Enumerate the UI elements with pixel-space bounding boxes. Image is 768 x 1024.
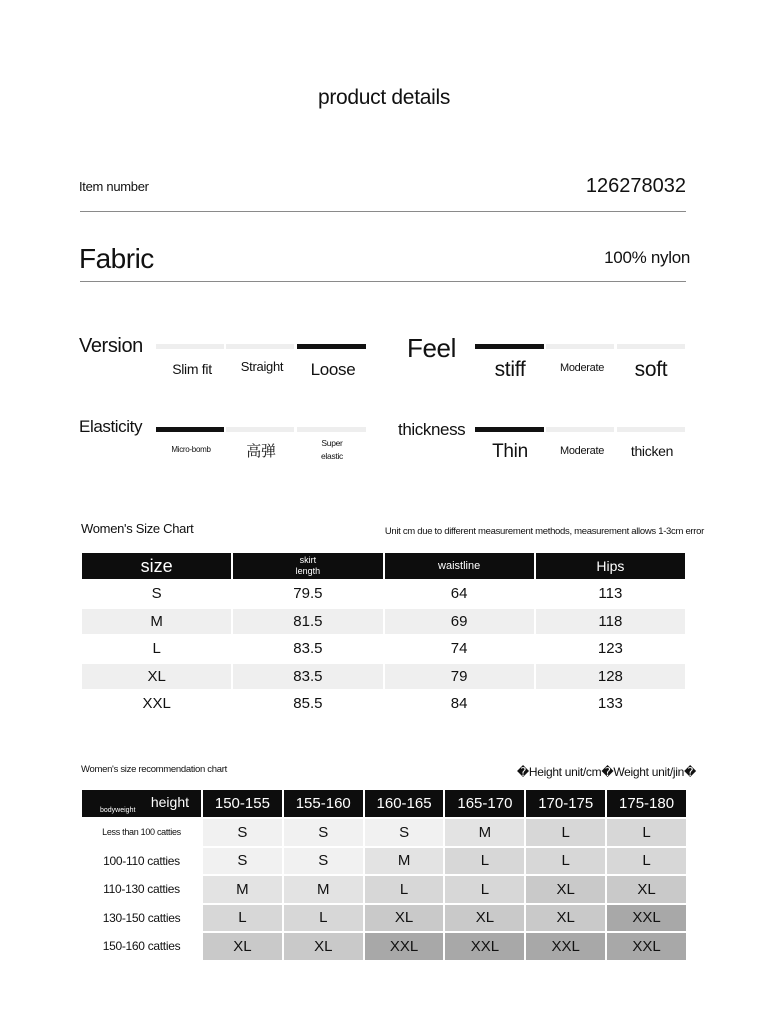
- size-recommendation-cell: XL: [365, 905, 444, 932]
- size-recommendation-cell: M: [203, 876, 282, 903]
- version-label: Version: [79, 335, 143, 357]
- fabric-value: 100% nylon: [604, 248, 690, 267]
- thickness-segment-thin: [475, 427, 544, 432]
- size-chart-title: Women's Size Chart: [81, 521, 194, 536]
- size-row-m: [82, 609, 685, 635]
- height-header: 170-175: [526, 790, 605, 817]
- divider: [80, 281, 686, 282]
- size-row-xl: [82, 664, 685, 690]
- skirt-length-cell: 85.5: [293, 695, 323, 713]
- size-recommendation-cell: XL: [526, 876, 605, 903]
- weight-label: 100-110 catties: [82, 848, 201, 875]
- skirt-length-cell: 83.5: [293, 640, 323, 658]
- size-recommendation-cell: XXL: [365, 933, 444, 960]
- feel-label: Feel: [407, 333, 456, 363]
- size-header: size: [82, 553, 231, 579]
- weight-label: Less than 100 catties: [82, 819, 201, 846]
- size-cell: S: [151, 585, 162, 603]
- hips-cell: 113: [598, 585, 623, 603]
- thickness-option-moderate: Moderate: [559, 445, 605, 457]
- weight-row: [82, 876, 686, 903]
- fabric-label: Fabric: [79, 243, 154, 274]
- thickness-option-thin: Thin: [492, 441, 528, 462]
- size-recommendation-cell: L: [526, 819, 605, 846]
- version-segment-slim: [156, 344, 224, 349]
- skirt-length-cell: 83.5: [233, 664, 382, 690]
- thickness-option-thicken: thicken: [630, 443, 674, 459]
- version-segment-loose: [297, 344, 366, 349]
- weight-row: [82, 819, 686, 846]
- size-recommendation-cell: S: [203, 848, 282, 875]
- size-chart-table: [80, 551, 687, 719]
- size-row-l: [82, 636, 685, 662]
- feel-segment-moderate: [546, 344, 614, 349]
- waistline-cell: 74: [450, 640, 468, 658]
- size-recommendation-cell: XL: [607, 876, 686, 903]
- size-recommendation-cell: XL: [284, 933, 363, 960]
- height-label: height: [150, 794, 189, 810]
- thickness-segment-moderate: [546, 427, 614, 432]
- elasticity-option-micro-bomb: Micro-bomb: [171, 445, 211, 454]
- size-recommendation-cell: L: [445, 876, 524, 903]
- feel-segment-soft: [617, 344, 685, 349]
- size-recommendation-cell: S: [203, 819, 282, 846]
- size-cell: XL: [82, 664, 231, 690]
- waistline-cell: 64: [450, 585, 468, 603]
- version-option-slim-fit: Slim fit: [172, 361, 212, 377]
- thickness-segment-thicken: [617, 427, 685, 432]
- hips-cell: 123: [597, 640, 623, 658]
- size-recommendation-cell: L: [607, 848, 686, 875]
- elasticity-label: Elasticity: [79, 417, 143, 436]
- size-recommendation-cell: S: [365, 819, 444, 846]
- size-chart-header-row: [82, 553, 685, 579]
- version-option-straight: Straight: [240, 359, 284, 374]
- size-recommendation-cell: XXL: [445, 933, 524, 960]
- elasticity-option-high: 高弹: [246, 443, 276, 460]
- size-recommendation-cell: L: [445, 848, 524, 875]
- size-recommendation-cell: XL: [526, 905, 605, 932]
- waistline-cell: 69: [385, 609, 534, 635]
- item-number-value: 126278032: [585, 175, 686, 197]
- elasticity-option-super: Super: [321, 438, 343, 448]
- corner-header: [82, 790, 201, 817]
- version-segment-straight: [226, 344, 294, 349]
- item-number-label: Item number: [79, 179, 149, 194]
- elasticity-segment-super: [297, 427, 366, 432]
- skirt-length-cell: 81.5: [233, 609, 382, 635]
- size-recommendation-cell: XL: [203, 933, 282, 960]
- bodyweight-label: bodyweight: [100, 807, 136, 814]
- skirt-header-line-1: skirt: [299, 555, 317, 565]
- weight-row: [82, 933, 686, 960]
- divider: [80, 211, 686, 212]
- waistline-cell: 84: [450, 695, 468, 713]
- hips-cell: 133: [597, 695, 623, 713]
- feel-option-stiff: stiff: [494, 358, 526, 381]
- skirt-header-line-2: length: [295, 566, 321, 576]
- height-header: 155-160: [284, 790, 363, 817]
- waistline-cell: 79: [385, 664, 534, 690]
- size-recommendation-cell: L: [203, 905, 282, 932]
- size-cell: XXL: [142, 695, 171, 713]
- hips-cell: 128: [536, 664, 685, 690]
- elasticity-option-elastic: elastic: [321, 451, 343, 461]
- size-cell: M: [82, 609, 231, 635]
- height-header: 150-155: [203, 790, 282, 817]
- size-recommendation-cell: S: [284, 848, 363, 875]
- elasticity-segment-high: [226, 427, 294, 432]
- skirt-length-header: [233, 553, 382, 579]
- page-title: product details: [317, 86, 451, 109]
- recommendation-unit-note: �Height unit/cm�Weight unit/jin�: [516, 765, 696, 779]
- size-recommendation-cell: L: [365, 876, 444, 903]
- recommendation-chart-title: Women's size recommendation chart: [81, 764, 227, 775]
- size-recommendation-cell: L: [526, 848, 605, 875]
- size-recommendation-cell: XXL: [607, 933, 686, 960]
- hips-cell: 118: [536, 609, 685, 635]
- hips-header: Hips: [536, 553, 685, 579]
- waistline-header: waistline: [385, 553, 534, 579]
- size-recommendation-cell: M: [445, 819, 524, 846]
- weight-row: [82, 905, 686, 932]
- weight-row: [82, 848, 686, 875]
- height-header: 160-165: [365, 790, 444, 817]
- elasticity-segment-micro: [156, 427, 224, 432]
- weight-label: 150-160 catties: [82, 933, 201, 960]
- size-recommendation-cell: L: [607, 819, 686, 846]
- size-cell: L: [152, 640, 161, 658]
- thickness-label: thickness: [398, 420, 466, 439]
- height-header: 165-170: [445, 790, 524, 817]
- size-recommendation-cell: M: [284, 876, 363, 903]
- weight-label: 130-150 catties: [82, 905, 201, 932]
- size-recommendation-cell: XXL: [607, 905, 686, 932]
- size-recommendation-cell: XL: [445, 905, 524, 932]
- size-row-xxl: [82, 691, 685, 717]
- size-chart-unit-note: Unit cm due to different measurement methods, measurement allows 1-3cm error: [384, 526, 704, 537]
- size-recommendation-cell: L: [284, 905, 363, 932]
- skirt-length-cell: 79.5: [293, 585, 323, 603]
- recommendation-table: [80, 788, 688, 962]
- weight-label: 110-130 catties: [82, 876, 201, 903]
- size-row-s: [82, 581, 685, 607]
- height-header: 175-180: [607, 790, 686, 817]
- feel-option-moderate: Moderate: [559, 362, 605, 374]
- feel-segment-stiff: [475, 344, 544, 349]
- feel-option-soft: soft: [634, 358, 668, 381]
- size-recommendation-cell: S: [284, 819, 363, 846]
- size-recommendation-cell: M: [365, 848, 444, 875]
- size-recommendation-cell: XXL: [526, 933, 605, 960]
- recommendation-header-row: [82, 790, 686, 817]
- version-option-loose: Loose: [310, 360, 356, 379]
